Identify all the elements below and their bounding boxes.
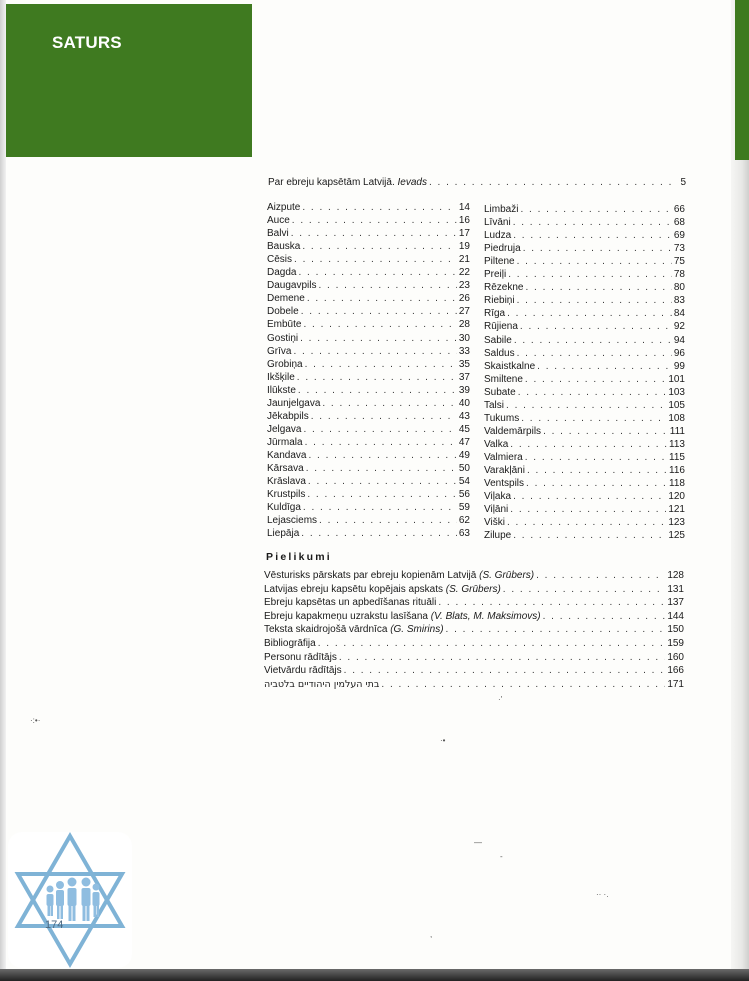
leader-dots [305, 358, 457, 371]
leader-dots [527, 464, 667, 477]
toc-label: Saldus [484, 347, 515, 359]
scan-speck: - [500, 852, 503, 861]
leader-dots [293, 345, 456, 358]
toc-label: Ilūkste [267, 384, 296, 396]
toc-row [484, 242, 685, 255]
leader-dots [318, 637, 666, 650]
toc-label: Krāslava [267, 476, 306, 488]
toc-page-number: 49 [458, 449, 470, 461]
toc-row [267, 436, 470, 449]
toc-row [267, 253, 470, 266]
toc-label: Ebreju kapsētas un apbedīšanas rituāli [264, 597, 437, 609]
toc-page-number: 56 [458, 489, 470, 501]
toc-label: Viļāni [484, 504, 509, 516]
intro-label-italic: Ievads [397, 177, 427, 188]
toc-label: Gostiņi [267, 332, 299, 344]
toc-row [484, 464, 685, 477]
toc-row [267, 332, 470, 345]
toc-page-number: 108 [668, 412, 685, 424]
toc-row [267, 227, 470, 240]
toc-row [484, 451, 685, 464]
toc-page-number: 166 [667, 665, 684, 677]
toc-row [267, 305, 470, 318]
toc-page-number: 16 [458, 215, 470, 227]
toc-label: Piltene [484, 256, 515, 268]
toc-label: Rīga [484, 308, 506, 320]
leader-dots [525, 451, 667, 464]
toc-row [484, 412, 685, 425]
toc-row [484, 373, 685, 386]
leader-dots [510, 438, 667, 451]
toc-label: Jaunjelgava [267, 397, 321, 409]
scan-speck: — [474, 838, 482, 847]
toc-page-number: 68 [673, 217, 685, 229]
toc-row [484, 268, 685, 281]
toc-row [484, 255, 685, 268]
toc-page-number: 115 [669, 451, 685, 463]
toc-row [264, 583, 684, 596]
toc-page-number: 62 [458, 515, 470, 527]
toc-label: Kuldīga [267, 502, 301, 514]
toc-row [267, 449, 470, 462]
leader-dots [510, 503, 666, 516]
leader-dots [307, 488, 457, 501]
toc-label: Zilupe [484, 530, 512, 542]
toc-row [267, 462, 470, 475]
toc-row [484, 529, 685, 542]
toc-page-number: 171 [667, 678, 684, 690]
toc-row [484, 503, 685, 516]
toc-page-number: 30 [458, 332, 470, 344]
toc-page-number: 80 [673, 282, 685, 294]
toc-label: Ludza [484, 230, 512, 242]
leader-dots [294, 253, 457, 266]
leader-dots [507, 516, 666, 529]
toc-row [267, 266, 470, 279]
toc-row [267, 240, 470, 253]
toc-label: Kandava [267, 449, 307, 461]
toc-row [484, 386, 685, 399]
leader-dots [298, 266, 456, 279]
toc-page-number: 99 [673, 360, 685, 372]
toc-label: Kārsava [267, 463, 304, 474]
star-of-david-family-logo [8, 832, 132, 968]
toc-page-number: 14 [458, 202, 470, 213]
toc-label: Vietvārdu rādītājs [264, 665, 342, 677]
toc-row [484, 307, 685, 320]
toc-label: Valka [484, 438, 509, 450]
toc-label: Latvijas ebreju kapsētu kopējais apskats [264, 583, 443, 595]
leader-dots [514, 334, 672, 347]
toc-label: Balvi [267, 228, 289, 240]
toc-row [267, 514, 470, 527]
intro-label: Par ebreju kapsētām Latvijā. [268, 177, 395, 188]
leader-dots [438, 596, 665, 609]
toc-label: בתי העלמין היהודיים בלטביה [264, 678, 380, 690]
star-of-david-icon [8, 832, 132, 968]
leader-dots [381, 678, 665, 691]
family-figures-icon [47, 878, 100, 922]
toc-row [267, 345, 470, 358]
toc-page-number: 28 [458, 319, 470, 331]
toc-label: Bibliogrāfija [264, 638, 316, 649]
leader-dots [319, 514, 457, 527]
toc-row [264, 623, 684, 636]
header-banner [6, 4, 252, 157]
toc-label: Embūte [267, 319, 302, 331]
toc-page-number: 69 [673, 230, 685, 242]
scan-speck: , [430, 930, 433, 939]
toc-row [484, 334, 685, 347]
toc-page-number: 84 [673, 308, 685, 320]
toc-label: Jēkabpils [267, 410, 309, 422]
toc-page-number: 17 [458, 228, 470, 240]
toc-page-number: 83 [673, 295, 685, 307]
toc-page-number: 54 [458, 476, 470, 488]
leader-dots [303, 423, 456, 436]
leader-dots [513, 229, 672, 242]
toc-page-number: 78 [673, 269, 685, 281]
toc-row [484, 516, 685, 529]
leader-dots [520, 203, 671, 216]
page-title: SATURS [52, 33, 122, 52]
toc-row [267, 397, 470, 410]
toc-row [484, 281, 685, 294]
leader-dots [292, 214, 457, 227]
toc-row [267, 292, 470, 305]
leader-dots [311, 410, 457, 423]
toc-page-number: 47 [458, 436, 470, 448]
toc-label: Liepāja [267, 528, 300, 540]
leader-dots [308, 475, 457, 488]
toc-label: Skaistkalne [484, 360, 536, 372]
toc-page-number: 150 [667, 624, 684, 636]
toc-row [484, 203, 685, 216]
toc-label: Grīva [267, 345, 292, 357]
leader-dots [513, 216, 672, 229]
leader-dots [517, 347, 672, 360]
toc-label: Viļaka [484, 491, 512, 503]
toc-page-number: 118 [669, 478, 685, 490]
toc-label: Aizpute [267, 202, 301, 213]
toc-row [264, 664, 684, 677]
toc-row [484, 490, 685, 503]
toc-page-number: 101 [668, 373, 685, 385]
toc-label: Bauska [267, 241, 301, 253]
toc-author: (G. Smirins) [390, 624, 444, 636]
toc-page-number: 59 [458, 502, 470, 514]
scan-bottom-edge [0, 969, 749, 981]
toc-page-number: 105 [668, 399, 685, 411]
scan-speck: ·• [440, 736, 446, 745]
toc-page-number: 66 [673, 204, 685, 215]
toc-label: Vēsturisks pārskats par ebreju kopienām Latvijā [264, 570, 477, 581]
toc-label: Krustpils [267, 489, 306, 501]
toc-row [264, 637, 684, 650]
toc-page-number: 144 [667, 610, 684, 622]
toc-label: Demene [267, 293, 305, 305]
toc-row [267, 214, 470, 227]
leader-dots [517, 255, 672, 268]
toc-label: Ikšķile [267, 371, 295, 383]
toc-label: Preiļi [484, 269, 507, 281]
toc-row [267, 488, 470, 501]
toc-row [264, 678, 684, 691]
leader-dots [513, 529, 666, 542]
leader-dots [300, 332, 457, 345]
leader-dots [525, 281, 671, 294]
appendix-heading: Pielikumi [266, 551, 332, 563]
toc-label: Rēzekne [484, 282, 524, 294]
toc-label: Daugavpils [267, 280, 317, 292]
leader-dots [526, 477, 667, 490]
toc-row [484, 229, 685, 242]
toc-label: Limbaži [484, 204, 519, 215]
leader-dots [520, 320, 672, 333]
toc-label: Rūjiena [484, 321, 518, 333]
leader-dots [503, 583, 666, 596]
toc-label: Subate [484, 386, 516, 398]
toc-label: Jūrmala [267, 436, 303, 448]
toc-page-number: 125 [668, 530, 685, 542]
toc-author: (S. Grūbers) [445, 583, 501, 595]
toc-author: (S. Grūbers) [479, 570, 535, 581]
toc-page-number: 73 [673, 243, 685, 255]
toc-row [484, 425, 685, 438]
toc-page-number: 113 [669, 438, 685, 450]
toc-row [264, 610, 684, 623]
leader-dots [339, 651, 665, 664]
toc-page-number: 50 [458, 463, 470, 474]
facing-page-green-edge [735, 0, 749, 160]
toc-page-number: 96 [673, 347, 685, 359]
leader-dots [446, 623, 666, 636]
toc-row [264, 596, 684, 609]
toc-label: Talsi [484, 399, 505, 411]
leader-dots [301, 527, 457, 540]
toc-row [267, 279, 470, 292]
toc-page-number: 94 [673, 334, 685, 346]
leader-dots [308, 449, 456, 462]
toc-row [484, 477, 685, 490]
leader-dots [525, 373, 666, 386]
toc-label: Riebiņi [484, 295, 515, 307]
toc-label: Ventspils [484, 478, 525, 490]
toc-row [267, 501, 470, 514]
leader-dots [301, 305, 457, 318]
toc-page-number: 19 [458, 241, 470, 253]
leader-dots [302, 240, 457, 253]
toc-page-number: 75 [673, 256, 685, 268]
toc-page-number: 37 [458, 371, 470, 383]
leader-dots [537, 360, 672, 373]
toc-label: Auce [267, 215, 290, 227]
toc-intro-row [268, 176, 686, 189]
leader-dots [518, 386, 667, 399]
leader-dots [517, 294, 672, 307]
scan-speck: ·' [498, 695, 503, 704]
toc-page-number: 63 [458, 528, 470, 540]
leader-dots [303, 318, 456, 331]
toc-label: Cēsis [267, 254, 293, 266]
toc-page-number: 45 [458, 423, 470, 435]
scan-speck: ·:•· [30, 716, 41, 725]
toc-label: Jelgava [267, 423, 302, 435]
toc-page-number: 39 [458, 384, 470, 396]
leader-dots [513, 490, 666, 503]
leader-dots [508, 268, 672, 281]
leader-dots [303, 501, 457, 514]
toc-page-number: 92 [673, 321, 685, 333]
toc-page-number: 128 [667, 570, 684, 581]
toc-label: Valmiera [484, 451, 523, 463]
leader-dots [344, 664, 666, 677]
toc-row [484, 216, 685, 229]
toc-page-number: 33 [458, 345, 470, 357]
toc-page-number: 103 [668, 386, 685, 398]
page-number: 174 [45, 919, 64, 931]
leader-dots [298, 384, 457, 397]
toc-row [267, 201, 470, 214]
leader-dots [305, 436, 457, 449]
toc-label: Teksta skaidrojošā vārdnīca [264, 624, 388, 636]
toc-label: Ebreju kapakmeņu uzrakstu lasīšana [264, 610, 428, 622]
toc-page-number: 111 [669, 425, 685, 437]
toc-row [267, 410, 470, 423]
leader-dots [322, 397, 457, 410]
toc-row [267, 358, 470, 371]
leader-dots [307, 292, 457, 305]
toc-row [267, 384, 470, 397]
toc-label: Varakļāni [484, 465, 525, 476]
toc-row [484, 360, 685, 373]
leader-dots [302, 201, 457, 214]
toc-label: Tukums [484, 412, 520, 424]
intro-page: 5 [680, 177, 686, 188]
leader-dots [506, 399, 666, 412]
leader-dots [291, 227, 457, 240]
toc-label: Piedruja [484, 243, 521, 255]
toc-label: Dagda [267, 267, 297, 279]
toc-page-number: 23 [458, 280, 470, 292]
toc-page-number: 35 [458, 358, 470, 370]
toc-page-number: 137 [667, 597, 684, 609]
toc-row [267, 371, 470, 384]
leader-dots [543, 425, 668, 438]
toc-row [484, 320, 685, 333]
toc-page-number: 160 [667, 651, 684, 663]
leader-dots [507, 307, 672, 320]
toc-row [484, 294, 685, 307]
leader-dots [521, 412, 666, 425]
toc-page-number: 116 [669, 465, 685, 476]
toc-label: Viški [484, 517, 505, 529]
leader-dots [536, 569, 665, 582]
toc-row [267, 527, 470, 540]
toc-label: Personu rādītājs [264, 651, 337, 663]
toc-label: Līvāni [484, 217, 511, 229]
toc-label: Lejasciems [267, 515, 318, 527]
toc-page-number: 22 [458, 267, 470, 279]
leader-dots [306, 462, 457, 475]
toc-page-number: 27 [458, 306, 470, 318]
leader-dots [523, 242, 672, 255]
toc-page-number: 120 [668, 491, 685, 503]
toc-row [267, 423, 470, 436]
toc-label: Valdemārpils [484, 425, 542, 437]
toc-row [484, 399, 685, 412]
toc-page-number: 26 [458, 293, 470, 305]
toc-page-number: 21 [458, 254, 470, 266]
leader-dots [429, 176, 678, 189]
toc-row [264, 569, 684, 582]
toc-row [267, 475, 470, 488]
toc-row [264, 651, 684, 664]
toc-label: Dobele [267, 306, 299, 318]
toc-row [267, 318, 470, 331]
toc-label: Sabile [484, 334, 512, 346]
toc-page-number: 159 [667, 638, 684, 649]
toc-page-number: 131 [667, 583, 684, 595]
toc-label: Smiltene [484, 373, 523, 385]
leader-dots [543, 610, 666, 623]
toc-label: Grobiņa [267, 358, 303, 370]
toc-row [484, 347, 685, 360]
toc-page-number: 40 [458, 397, 470, 409]
toc-page-number: 121 [668, 504, 685, 516]
toc-row [484, 438, 685, 451]
leader-dots [297, 371, 457, 384]
scan-speck: ·· ·. [596, 890, 609, 899]
leader-dots [318, 279, 456, 292]
toc-author: (V. Blats, M. Maksimovs) [430, 610, 541, 622]
toc-page-number: 43 [458, 410, 470, 422]
toc-page-number: 123 [668, 517, 685, 529]
